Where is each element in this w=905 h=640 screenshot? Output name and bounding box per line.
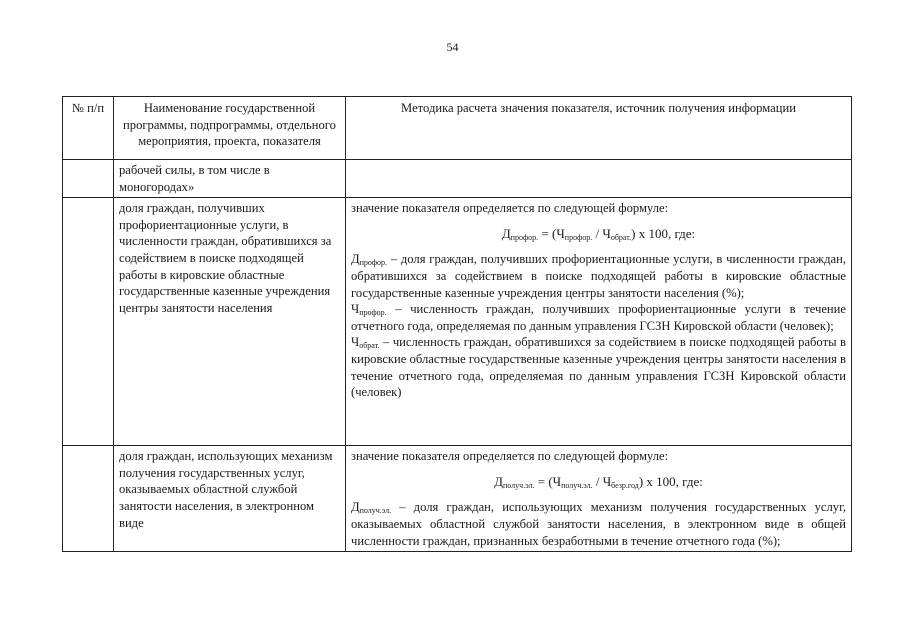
row2-intro: значение показателя определяется по следующей формуле:: [351, 201, 669, 216]
row3-intro: значение показателя определяется по следующей формуле:: [351, 449, 669, 464]
row1-name: рабочей силы, в том числе в моногородах»: [114, 160, 346, 198]
row2-definition: $Ч_{профор.}$ – численность граждан, получивших профориентационные услуги в течение отчетного года, определяемая по данным управления ГСЗН Кировской области (человек);: [351, 302, 846, 333]
row3-number: [63, 446, 114, 552]
row3-definition: $Д_{получ.эл.}$ – доля граждан, использующих механизм получения государственных услуг, оказываемых областной службой занятости населения, в электронном виде в общей численности граждан, признанных безработными в течение отчетного года (%);: [351, 500, 846, 548]
table-row: [63, 446, 852, 552]
row3-name: доля граждан, использующих механизм получения государственных услуг, оказываемых областной службой занятости населения, в электронном виде: [114, 446, 346, 552]
indicator-table: [62, 96, 852, 552]
row1-method: [346, 160, 852, 198]
table-row: [63, 160, 852, 198]
row2-name: доля граждан, получивших профориентационные услуги, в численности граждан, обратившихся за содействием в поиске подходящей работы в кировские областные государственные казенные учреждения центры занятости населения: [114, 198, 346, 446]
row1-number: [63, 160, 114, 198]
row2-formula: $Д_{профор.} = (Ч_{профор.} / Ч_{обрат.})$ х 100, где:: [501, 225, 696, 242]
table-row: [63, 198, 852, 446]
row2-number: [63, 198, 114, 446]
page-number: 54: [446, 40, 459, 54]
row3-method: [346, 446, 852, 552]
row2-definition: $Ч_{обрат.}$ – численность граждан, обратившихся за содействием в поиске подходящей работы в кировские областные государственные казенные учреждения центры занятости населения в течение отчетного года, определяемая по данным управления ГСЗН Кировской области (человек): [351, 335, 846, 400]
header-method: Методика расчета значения показателя, источник получения информации: [346, 97, 852, 160]
row2-definition: $Д_{профор.}$ – доля граждан, получивших профориентационные услуги, в численности граждан, обратившихся за содействием в поиске подходящей работы в кировские областные государственные казенные учреждения центры занятости населения (%);: [351, 252, 846, 300]
header-number: № п/п: [63, 97, 114, 160]
table-header-row: [63, 97, 852, 160]
row2-method: [346, 198, 852, 446]
row3-formula: $Д_{получ.эл.} = (Ч_{получ.эл.} / Ч_{безр.год})$ х 100, где:: [494, 473, 703, 490]
header-name: Наименование государственной программы, подпрограммы, отдельного мероприятия, проекта, показателя: [114, 97, 346, 160]
